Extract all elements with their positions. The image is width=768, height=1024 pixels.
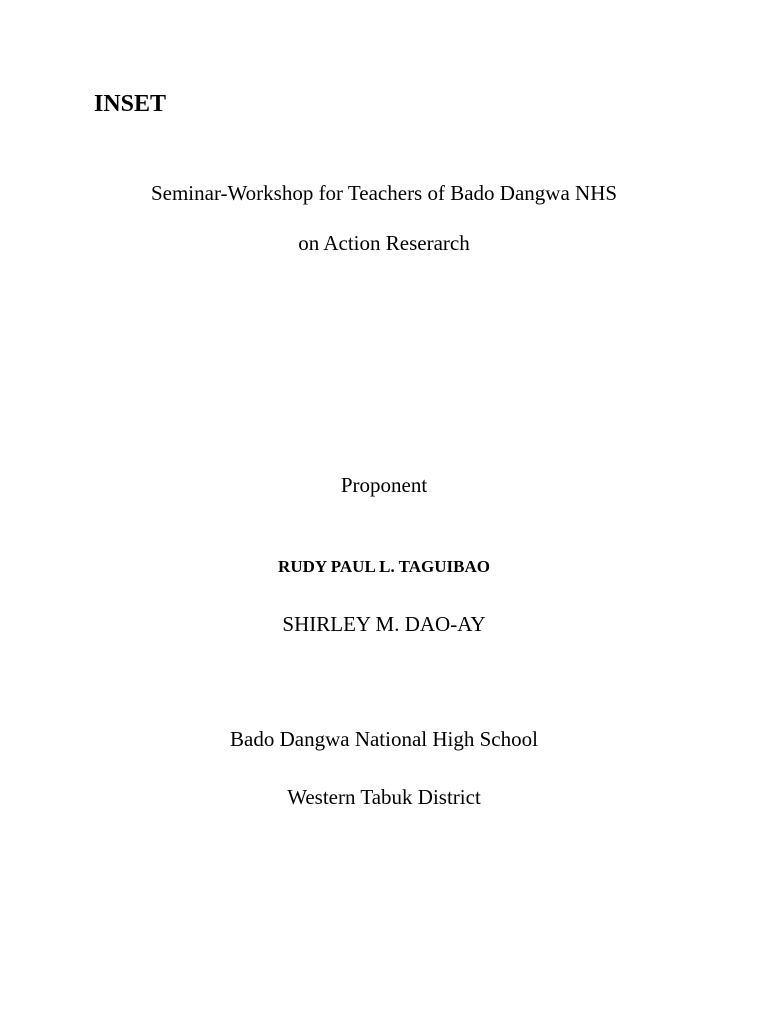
- school-name: Bado Dangwa National High School: [230, 727, 538, 751]
- proponent-name-1: RUDY PAUL L. TAGUIBAO: [278, 557, 490, 576]
- proponent-name-2: SHIRLEY M. DAO-AY: [282, 612, 486, 636]
- title-line-2: on Action Reserarch: [298, 231, 470, 255]
- title-line-1: Seminar-Workshop for Teachers of Bado Dangwa NHS: [150, 181, 618, 205]
- district-name: Western Tabuk District: [287, 785, 481, 809]
- document-heading: INSET: [94, 91, 167, 117]
- proponent-label: Proponent: [340, 473, 428, 497]
